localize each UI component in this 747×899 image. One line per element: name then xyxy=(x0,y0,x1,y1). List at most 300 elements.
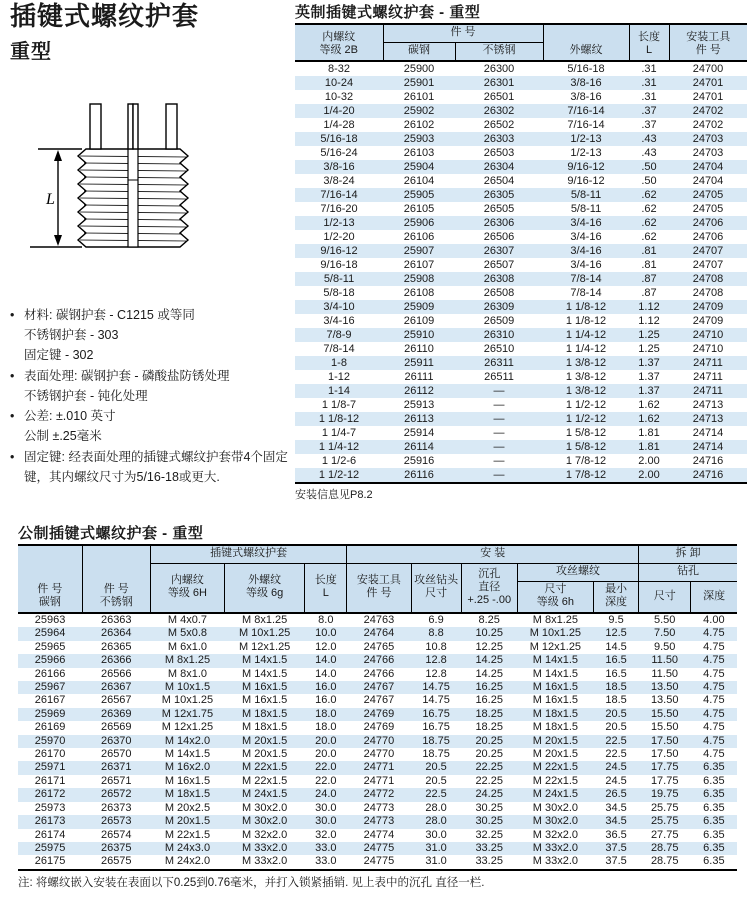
col-part-no-carbon: 件 号 碳钢 xyxy=(18,545,82,613)
table-cell: 24767 xyxy=(347,681,411,694)
table-row xyxy=(295,342,747,356)
metric-table-header xyxy=(18,545,737,613)
table-cell: 2.00 xyxy=(629,468,669,483)
table-cell: M 16x2.0 xyxy=(150,761,224,774)
table-cell: 17.50 xyxy=(650,748,679,761)
table-cell: 9/16-12 xyxy=(295,244,383,258)
table-cell: 30.25 xyxy=(461,815,517,828)
table-cell: 12.8 xyxy=(425,667,447,680)
col-external-thread: 外螺纹 等级 6g xyxy=(225,564,305,614)
table-cell: 26511 xyxy=(484,371,514,383)
page-subtitle: 重型 xyxy=(10,40,52,63)
table-row xyxy=(18,694,737,707)
table-cell: 26167 xyxy=(34,694,66,707)
table-cell: 24701 xyxy=(669,76,747,90)
col-min-depth: 最小 深度 xyxy=(593,582,638,614)
spec-note-line: 固定键 - 302 xyxy=(24,348,94,363)
table-cell: 26364 xyxy=(82,627,150,640)
table-row xyxy=(18,855,737,869)
table-cell: 26571 xyxy=(100,774,132,787)
table-cell: 24771 xyxy=(363,774,395,787)
col-tap-size: 尺寸 等级 6h xyxy=(517,582,593,614)
spec-note-line: • 材料: 碳钢护套 - C1215 或等同 xyxy=(24,307,195,322)
table-cell: M 10x1.25 xyxy=(161,694,214,707)
table-cell: 5/16-24 xyxy=(320,147,358,159)
table-row xyxy=(18,641,737,654)
dimension-label: L xyxy=(46,190,55,208)
table-row xyxy=(18,748,737,761)
table-cell: 24775 xyxy=(347,842,411,855)
table-cell: 33.0 xyxy=(315,855,337,868)
table-row xyxy=(295,104,747,118)
locking-keys xyxy=(90,104,177,149)
table-cell: 26370 xyxy=(82,735,150,748)
table-cell: 4.75 xyxy=(703,748,725,761)
table-row xyxy=(295,314,747,328)
col-internal-thread: 内螺纹 等级 2B xyxy=(295,24,383,61)
table-row xyxy=(18,613,737,627)
table-cell: 26174 xyxy=(34,828,66,841)
table-cell: 25964 xyxy=(18,627,82,640)
table-cell: M 22x1.5 xyxy=(517,761,593,774)
table-cell: 6.35 xyxy=(691,815,737,828)
table-cell: 26171 xyxy=(34,774,66,787)
table-cell: M 10x1.25 xyxy=(517,627,593,640)
table-cell: 4.75 xyxy=(691,681,737,694)
table-cell: — xyxy=(455,468,543,483)
group-install: 安 装 xyxy=(347,545,639,564)
table-cell: 14.75 xyxy=(411,681,461,694)
table-cell: M 22x1.5 xyxy=(532,774,578,787)
table-cell: 26304 xyxy=(455,160,543,174)
table-cell: 26101 xyxy=(403,91,435,103)
table-cell: 24766 xyxy=(363,667,395,680)
table-cell: 25916 xyxy=(403,455,435,467)
table-cell: 5.50 xyxy=(639,613,691,627)
table-cell: 24765 xyxy=(363,640,395,653)
table-row xyxy=(295,244,747,258)
table-cell: 25963 xyxy=(18,613,82,627)
table-cell: 25901 xyxy=(383,76,455,90)
table-cell: 25970 xyxy=(18,735,82,748)
table-cell: 26501 xyxy=(483,91,515,103)
table-cell: 10.25 xyxy=(461,627,517,640)
table-cell: 1 1/8-7 xyxy=(321,399,357,411)
table-cell: 33.25 xyxy=(475,855,503,868)
imperial-table-body xyxy=(295,61,747,483)
table-cell: 9.50 xyxy=(654,640,676,653)
table-cell: 25902 xyxy=(383,104,455,118)
table-cell: 24775 xyxy=(363,855,395,868)
table-cell: 22.25 xyxy=(461,761,517,774)
table-cell: 7/16-14 xyxy=(295,188,383,202)
table-row xyxy=(18,829,737,842)
table-cell: 8.0 xyxy=(305,613,347,627)
table-cell: 3/4-16 xyxy=(543,244,629,258)
table-cell: 3/4-16 xyxy=(543,216,629,230)
table-cell: 24706 xyxy=(692,231,724,243)
table-cell: M 6x1.0 xyxy=(167,640,207,653)
table-cell: 26573 xyxy=(82,815,150,828)
table-cell: 24770 xyxy=(347,735,411,748)
table-cell: 3/4-16 xyxy=(570,231,602,243)
table-row xyxy=(295,146,747,160)
imperial-table-footer: 安装信息见P8.2 xyxy=(295,489,373,501)
table-row xyxy=(295,132,747,146)
table-cell: 1 1/4-7 xyxy=(321,427,357,439)
table-cell: 17.75 xyxy=(650,774,679,787)
table-row xyxy=(295,412,747,426)
table-cell: 25914 xyxy=(403,427,435,439)
table-cell: .37 xyxy=(629,104,669,118)
table-cell: 24708 xyxy=(669,272,747,286)
spec-note-item xyxy=(10,305,290,366)
table-cell: 4.75 xyxy=(703,694,725,707)
table-cell: M 16x1.5 xyxy=(225,681,305,694)
table-row xyxy=(18,735,737,748)
table-cell: — xyxy=(493,427,505,439)
table-cell: 1-8 xyxy=(295,356,383,370)
table-cell: 16.25 xyxy=(461,681,517,694)
table-cell: 26367 xyxy=(82,681,150,694)
table-row xyxy=(18,842,737,855)
table-cell: 26300 xyxy=(455,61,543,76)
table-cell: 8.8 xyxy=(411,627,461,640)
table-cell: 26107 xyxy=(403,259,435,271)
table-cell: 3/4-16 xyxy=(570,259,602,271)
table-cell: 25911 xyxy=(383,356,455,370)
table-cell: 1 7/8-12 xyxy=(565,455,607,467)
table-cell: 26.5 xyxy=(593,788,638,801)
spec-note-line: 不锈钢护套 - 303 xyxy=(24,328,119,343)
table-cell: 32.25 xyxy=(475,828,503,841)
table-cell: 18.5 xyxy=(593,681,638,694)
table-cell: M 8x1.25 xyxy=(517,613,593,627)
table-cell: .62 xyxy=(641,231,657,243)
table-cell: 26114 xyxy=(383,440,455,454)
arrow-up xyxy=(54,150,62,161)
table-cell: 24705 xyxy=(692,203,724,215)
table-cell: M 33x2.0 xyxy=(517,842,593,855)
table-cell: 28.0 xyxy=(411,815,461,828)
table-cell: M 22x1.5 xyxy=(242,774,288,787)
table-cell: M 33x2.0 xyxy=(532,855,578,868)
table-cell: 8.25 xyxy=(461,613,517,627)
table-cell: 24705 xyxy=(669,188,747,202)
table-cell: 24713 xyxy=(692,399,724,411)
table-cell: 5/8-11 xyxy=(295,272,383,286)
col-length: 长度 L xyxy=(629,24,669,61)
table-cell: M 14x1.5 xyxy=(242,667,288,680)
table-cell: 14.0 xyxy=(305,654,347,667)
table-cell: 13.50 xyxy=(650,694,679,707)
table-row xyxy=(18,668,737,681)
table-row xyxy=(295,258,747,272)
table-cell: 20.5 xyxy=(411,761,461,774)
table-cell: 26106 xyxy=(403,231,435,243)
table-cell: 26375 xyxy=(82,842,150,855)
table-cell: 4.75 xyxy=(703,667,725,680)
table-cell: 25.75 xyxy=(639,815,691,828)
table-cell: 26308 xyxy=(455,272,543,286)
table-cell: M 8x1.25 xyxy=(150,654,224,667)
table-cell: — xyxy=(455,440,543,454)
group-drill: 钻孔 xyxy=(639,564,737,582)
table-cell: 24.0 xyxy=(305,788,347,801)
spec-note-line: • 固定键: 经表面处理的插键式螺纹护套带4个固定 xyxy=(24,449,288,464)
table-row xyxy=(295,272,747,286)
table-cell: M 33x2.0 xyxy=(225,842,305,855)
insert-illustration xyxy=(24,94,254,269)
table-cell: .31 xyxy=(629,76,669,90)
table-cell: 26306 xyxy=(455,216,543,230)
table-cell: 25975 xyxy=(18,842,82,855)
table-cell: 5/8-18 xyxy=(323,287,355,299)
table-cell: M 16x1.5 xyxy=(242,694,288,707)
table-cell: 24703 xyxy=(692,147,724,159)
table-cell: 18.75 xyxy=(422,748,450,761)
table-cell: 24772 xyxy=(347,788,411,801)
metric-section xyxy=(18,522,737,890)
table-cell: 24707 xyxy=(669,244,747,258)
table-cell: 7/8-14 xyxy=(323,343,355,355)
table-cell: 7/8-14 xyxy=(543,272,629,286)
table-row xyxy=(295,426,747,440)
table-cell: 33.25 xyxy=(461,842,517,855)
table-cell: 3/8-16 xyxy=(295,160,383,174)
table-cell: 3/8-16 xyxy=(570,91,602,103)
table-cell: 18.75 xyxy=(411,735,461,748)
table-cell: .37 xyxy=(641,119,657,131)
table-cell: 26505 xyxy=(483,203,515,215)
table-cell: 28.0 xyxy=(425,801,447,814)
imperial-table-header xyxy=(295,24,747,61)
table-row xyxy=(18,815,737,828)
table-cell: M 24x1.5 xyxy=(225,788,305,801)
table-cell: 25910 xyxy=(383,328,455,342)
table-cell: 2.00 xyxy=(638,455,660,467)
table-cell: M 14x1.5 xyxy=(164,748,211,761)
table-cell: 25909 xyxy=(383,300,455,314)
col-stainless: 不锈钢 xyxy=(455,43,543,62)
table-cell: 4.75 xyxy=(703,721,725,734)
table-cell: 14.5 xyxy=(605,640,627,653)
table-cell: 24702 xyxy=(692,119,724,131)
table-cell: 24707 xyxy=(692,259,724,271)
table-cell: 24709 xyxy=(692,315,724,327)
table-cell: 26309 xyxy=(455,300,543,314)
table-cell: 26504 xyxy=(483,175,515,187)
table-cell: 1.25 xyxy=(629,328,669,342)
table-cell: 20.25 xyxy=(475,748,503,761)
spec-note-line: • 公差: ±.010 英寸 xyxy=(24,409,116,424)
table-cell: 26108 xyxy=(403,287,435,299)
col-counterbore: 沉孔 直径 +.25 -.00 xyxy=(461,564,517,614)
table-cell: 24702 xyxy=(669,104,747,118)
table-cell: 20.5 xyxy=(593,708,638,721)
table-cell: 1/4-28 xyxy=(323,119,355,131)
table-cell: 7/16-14 xyxy=(543,104,629,118)
table-cell: 25.75 xyxy=(650,801,679,814)
table-cell: M 20x1.5 xyxy=(150,815,224,828)
table-row xyxy=(18,681,737,694)
table-row xyxy=(295,384,747,398)
table-cell: 26369 xyxy=(82,708,150,721)
table-cell: M 30x2.0 xyxy=(532,801,578,814)
table-cell: 26506 xyxy=(483,231,515,243)
table-cell: 34.5 xyxy=(593,815,638,828)
table-cell: 26569 xyxy=(100,721,132,734)
table-cell: 14.25 xyxy=(475,667,503,680)
table-cell: 14.0 xyxy=(315,667,337,680)
imperial-table xyxy=(295,23,747,484)
table-cell: 22.0 xyxy=(305,761,347,774)
table-cell: 5/16-18 xyxy=(295,132,383,146)
table-cell: M 30x2.0 xyxy=(225,815,305,828)
table-cell: 25908 xyxy=(383,272,455,286)
table-cell: 16.25 xyxy=(475,694,503,707)
table-cell: 12.8 xyxy=(411,654,461,667)
table-cell: 1.62 xyxy=(638,399,660,411)
metric-table-note: 注: 将螺纹嵌入安装在表面以下0.25到0.76毫米，并打入锁紧插销. 见上表中的沉孔 直径一栏. xyxy=(18,876,485,889)
table-cell: 30.25 xyxy=(475,801,503,814)
table-cell: 17.50 xyxy=(639,735,691,748)
table-cell: 1.62 xyxy=(629,412,669,426)
table-cell: 24773 xyxy=(363,801,395,814)
table-cell: 11.50 xyxy=(639,654,691,667)
table-cell: 3/4-10 xyxy=(295,300,383,314)
table-cell: 30.0 xyxy=(315,801,337,814)
table-cell: 26363 xyxy=(82,613,150,627)
table-cell: 26507 xyxy=(483,259,515,271)
col-install-tool: 安装工具 件 号 xyxy=(347,564,411,614)
spec-note-line: 键，其内螺纹尺寸为5/16-18或更大. xyxy=(24,469,220,484)
col-group-part-no: 件 号 xyxy=(383,24,543,43)
table-cell: 4.75 xyxy=(691,627,737,640)
table-cell: 26566 xyxy=(100,667,132,680)
table-cell: 12.5 xyxy=(593,627,638,640)
table-cell: 1/4-20 xyxy=(295,104,383,118)
table-cell: 1.12 xyxy=(638,315,660,327)
table-cell: 8-32 xyxy=(295,61,383,76)
table-cell: 26373 xyxy=(100,801,132,814)
table-cell: .43 xyxy=(641,147,657,159)
metric-table xyxy=(18,544,737,871)
table-cell: 34.5 xyxy=(605,801,627,814)
table-row xyxy=(18,761,737,774)
table-cell: 1/2-13 xyxy=(570,147,602,159)
table-cell: 1 1/2-12 xyxy=(295,468,383,483)
col-drill-depth: 深度 xyxy=(691,582,737,614)
table-cell: 5/16-18 xyxy=(543,61,629,76)
table-cell: M 12x1.25 xyxy=(238,640,291,653)
table-row xyxy=(295,328,747,342)
table-cell: 18.5 xyxy=(605,694,627,707)
table-cell: 32.0 xyxy=(315,828,337,841)
table-cell: 24714 xyxy=(669,440,747,454)
table-cell: M 8x1.25 xyxy=(225,613,305,627)
table-cell: 20.0 xyxy=(315,748,337,761)
table-cell: M 24x1.5 xyxy=(517,788,593,801)
table-cell: M 32x2.0 xyxy=(242,828,288,841)
table-cell: 24711 xyxy=(669,356,747,370)
spec-note-item xyxy=(10,406,290,447)
group-insert: 插键式螺纹护套 xyxy=(150,545,347,564)
table-cell: 7/8-9 xyxy=(295,328,383,342)
table-cell: 26570 xyxy=(100,748,132,761)
table-cell: 25903 xyxy=(383,132,455,146)
table-cell: 12.25 xyxy=(475,640,503,653)
table-cell: 24716 xyxy=(692,455,724,467)
table-cell: 26508 xyxy=(483,287,515,299)
table-cell: 24763 xyxy=(347,613,411,627)
table-cell: M 16x1.5 xyxy=(532,694,578,707)
table-cell: M 20x1.5 xyxy=(532,748,578,761)
table-row xyxy=(295,216,747,230)
table-cell: 24700 xyxy=(669,61,747,76)
table-cell: 4.75 xyxy=(703,640,725,653)
table-cell: 1 3/8-12 xyxy=(565,371,607,383)
table-cell: 5/8-11 xyxy=(570,203,602,215)
table-cell: M 12x1.25 xyxy=(161,721,214,734)
table-cell: M 16x1.5 xyxy=(164,774,211,787)
table-cell: 24767 xyxy=(363,694,395,707)
table-cell: 22.5 xyxy=(605,748,627,761)
table-cell: 27.75 xyxy=(650,828,679,841)
table-cell: M 5x0.8 xyxy=(150,627,224,640)
spec-note-item xyxy=(10,447,290,488)
table-cell: 1.37 xyxy=(629,384,669,398)
table-cell: 1 3/8-12 xyxy=(543,384,629,398)
table-cell: 4.75 xyxy=(691,735,737,748)
table-cell: 1 5/8-12 xyxy=(565,427,607,439)
table-cell: M 20x1.5 xyxy=(517,735,593,748)
table-cell: 1.81 xyxy=(638,427,660,439)
table-cell: 7/8-14 xyxy=(570,287,602,299)
table-cell: M 18x1.5 xyxy=(532,721,578,734)
table-row xyxy=(295,174,747,188)
table-cell: 20.5 xyxy=(605,721,627,734)
table-row xyxy=(295,76,747,90)
table-cell: 1.81 xyxy=(629,440,669,454)
table-cell: 20.5 xyxy=(425,774,447,787)
table-cell: 1 7/8-12 xyxy=(543,468,629,483)
table-cell: 28.75 xyxy=(650,855,679,868)
table-cell: 1 1/4-12 xyxy=(565,343,607,355)
table-cell: 9.5 xyxy=(593,613,638,627)
table-cell: 26503 xyxy=(483,147,515,159)
table-cell: 1.25 xyxy=(638,343,660,355)
table-cell: 25905 xyxy=(383,188,455,202)
table-cell: 6.35 xyxy=(691,761,737,774)
table-cell: 26307 xyxy=(455,244,543,258)
table-cell: M 22x1.5 xyxy=(225,761,305,774)
table-cell: 25904 xyxy=(383,160,455,174)
table-cell: 24701 xyxy=(692,91,724,103)
table-cell: 4.75 xyxy=(691,708,737,721)
table-cell: — xyxy=(455,412,543,426)
col-external-thread: 外螺纹 xyxy=(543,24,629,61)
table-cell: 22.25 xyxy=(475,774,503,787)
table-cell: 24.25 xyxy=(461,788,517,801)
table-cell: 24769 xyxy=(347,708,411,721)
table-cell: 6.35 xyxy=(703,855,725,868)
table-cell: 13.50 xyxy=(639,681,691,694)
table-cell: 36.5 xyxy=(605,828,627,841)
table-cell: M 32x2.0 xyxy=(532,828,578,841)
table-cell: 26110 xyxy=(404,343,434,355)
table-cell: 26572 xyxy=(82,788,150,801)
